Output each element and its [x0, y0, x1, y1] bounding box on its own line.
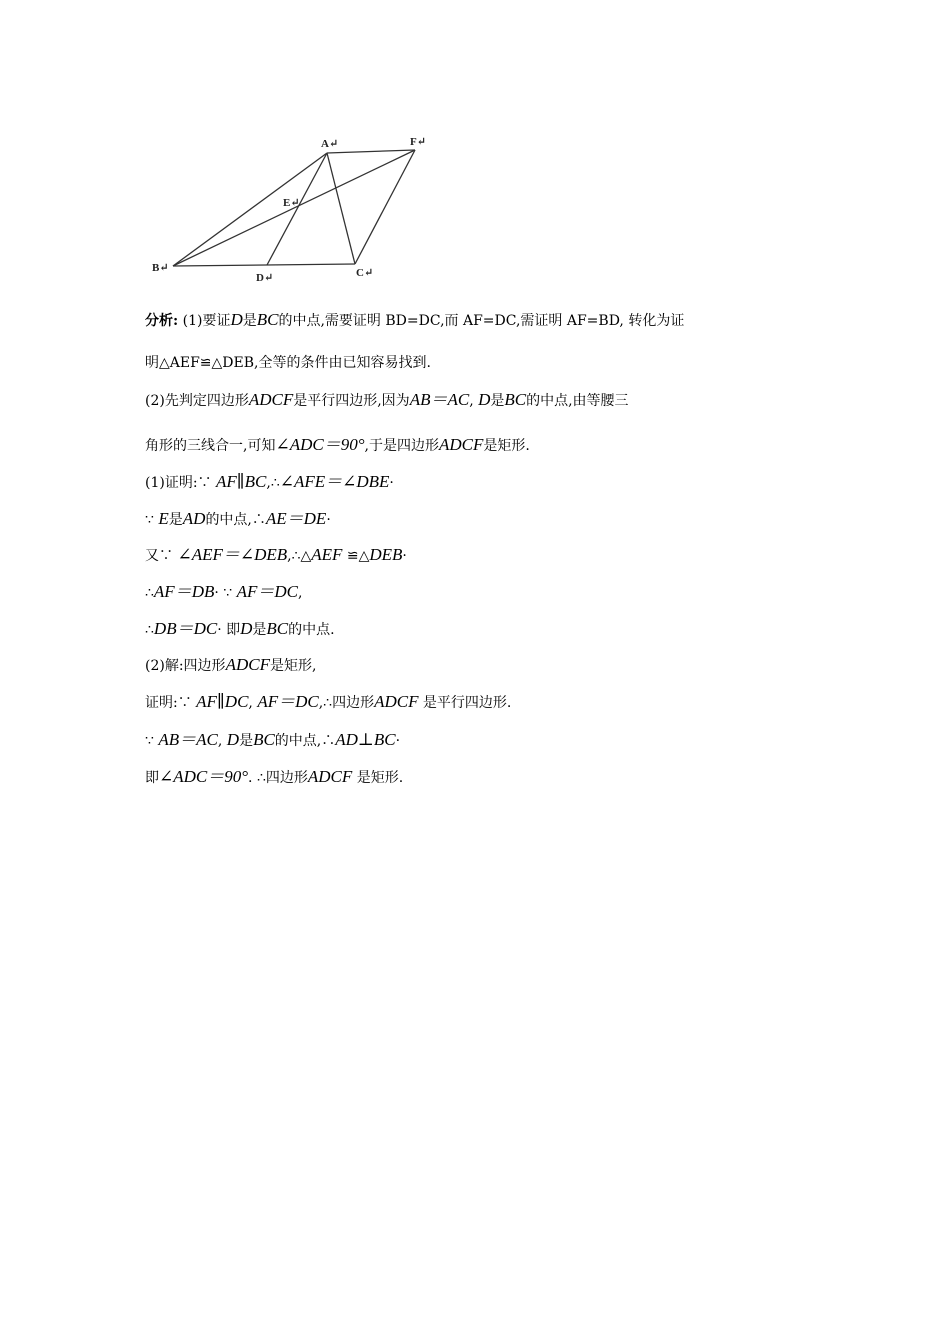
text: ≌△ [346, 548, 370, 564]
analysis-line-3 [145, 390, 629, 411]
text: ∵ [145, 512, 154, 528]
text: 是 [242, 313, 257, 329]
label-B: B↵ [152, 262, 169, 274]
math: BC [253, 730, 275, 749]
segment-BA [173, 153, 327, 266]
math: ∠AEF＝∠DEB [177, 545, 288, 564]
text: 角形的三线合一,可知 [145, 438, 276, 454]
text: 即 [145, 770, 159, 786]
text: ∴ [145, 585, 154, 601]
text: 是平行四边形,因为 [293, 393, 410, 409]
text: 的中点,需要证明 BD=DC,而 AF=DC,需证明 AF=BD, 转化为证 [278, 313, 685, 329]
math: ADCF [374, 692, 419, 711]
text: ,∴△ [287, 548, 312, 564]
math: ADCF [225, 655, 270, 674]
text: 的中点,∴ [205, 512, 266, 528]
math: BC [504, 390, 527, 409]
proof-line-4 [145, 582, 302, 603]
math: AF＝DC [257, 692, 319, 711]
math: ADCF [248, 390, 294, 409]
label-E: E↵ [283, 197, 300, 209]
text: 是 [490, 393, 505, 409]
text: · 即 [217, 622, 241, 638]
text: (2)先判定四边形 [145, 393, 249, 409]
text: 的中点,∴ [274, 733, 336, 749]
proof-line-2 [145, 509, 331, 530]
text: · ∵ [214, 585, 233, 601]
label-F: F↵ [410, 136, 426, 148]
analysis-label: 分析: [145, 313, 179, 329]
text: · [402, 548, 407, 564]
text: . ∴四边形 [248, 770, 308, 786]
text: · [326, 512, 331, 528]
text: 是 [239, 733, 254, 749]
proof-line-9 [145, 767, 403, 788]
text: · [389, 475, 394, 491]
proof-line-6 [145, 655, 316, 676]
text: ∵ [145, 733, 154, 749]
proof-line-7 [145, 692, 511, 713]
segment-AD [267, 153, 327, 265]
text: 是矩形, [269, 658, 317, 674]
text: , [217, 733, 223, 749]
math: AF∥DC [196, 692, 249, 711]
text: 是矩形. [356, 770, 404, 786]
text: ,∴ [266, 475, 280, 491]
math: AE＝DE [265, 509, 327, 528]
math: AEF [311, 545, 343, 564]
math: AB＝AC [409, 390, 470, 409]
proof-line-3 [145, 545, 407, 566]
math: D [230, 310, 243, 329]
math: DB＝DC [153, 619, 218, 638]
quadrilateral-diagram [145, 128, 445, 288]
math: AF＝DB [153, 582, 215, 601]
math: ∠AFE＝∠DBE [279, 472, 390, 491]
text: ,于是四边形 [364, 438, 439, 454]
label-D: D↵ [256, 272, 274, 284]
math: AF＝DC [236, 582, 299, 601]
proof-line-5 [145, 619, 335, 640]
math: AD [182, 509, 206, 528]
text: · [395, 733, 401, 749]
text: ∴ [145, 622, 154, 638]
math: BC [256, 310, 279, 329]
text: , [469, 393, 474, 409]
proof-line-8 [145, 730, 400, 751]
math: D [226, 730, 240, 749]
text: 的中点,由等腰三 [526, 393, 629, 409]
proof-line-1 [145, 472, 394, 493]
text: 的中点. [288, 622, 335, 638]
math: AB＝AC [158, 730, 218, 749]
text: 是 [252, 622, 267, 638]
math: ADCF [438, 435, 484, 454]
analysis-line-2 [145, 353, 431, 373]
math: E [158, 509, 169, 528]
analysis-line-1 [145, 310, 684, 331]
segment-BC [173, 264, 355, 266]
math: ∠ADC＝90° [275, 435, 365, 454]
text: 是 [168, 512, 183, 528]
math: AD⊥BC [335, 730, 396, 749]
math: ∠ADC＝90° [159, 767, 249, 786]
segment-FC [355, 150, 415, 264]
text: (1)证明:∵ [145, 475, 212, 491]
text: 证明:∵ [145, 695, 192, 711]
text: ,∴四边形 [318, 695, 375, 711]
analysis-line-4 [145, 435, 530, 456]
text: (2)解:四边形 [145, 658, 226, 674]
math: ADCF [307, 767, 353, 786]
text: 是矩形. [483, 438, 530, 454]
math: AF∥BC [216, 472, 267, 491]
text: 明△AEF≌△DEB,全等的条件由已知容易找到. [145, 355, 431, 371]
text: 是平行四边形. [422, 695, 512, 711]
math: DEB [369, 545, 403, 564]
math: D [478, 390, 491, 409]
segment-AF [327, 150, 415, 153]
text: , [248, 695, 253, 711]
geometry-figure [145, 128, 445, 288]
text: , [298, 585, 303, 601]
text: 又∵ [145, 548, 173, 564]
label-A: A↵ [321, 138, 339, 150]
math: BC [266, 619, 289, 638]
text: (1)要证 [182, 313, 231, 329]
segment-AC [327, 153, 355, 264]
label-C: C↵ [356, 267, 374, 279]
math: D [240, 619, 253, 638]
